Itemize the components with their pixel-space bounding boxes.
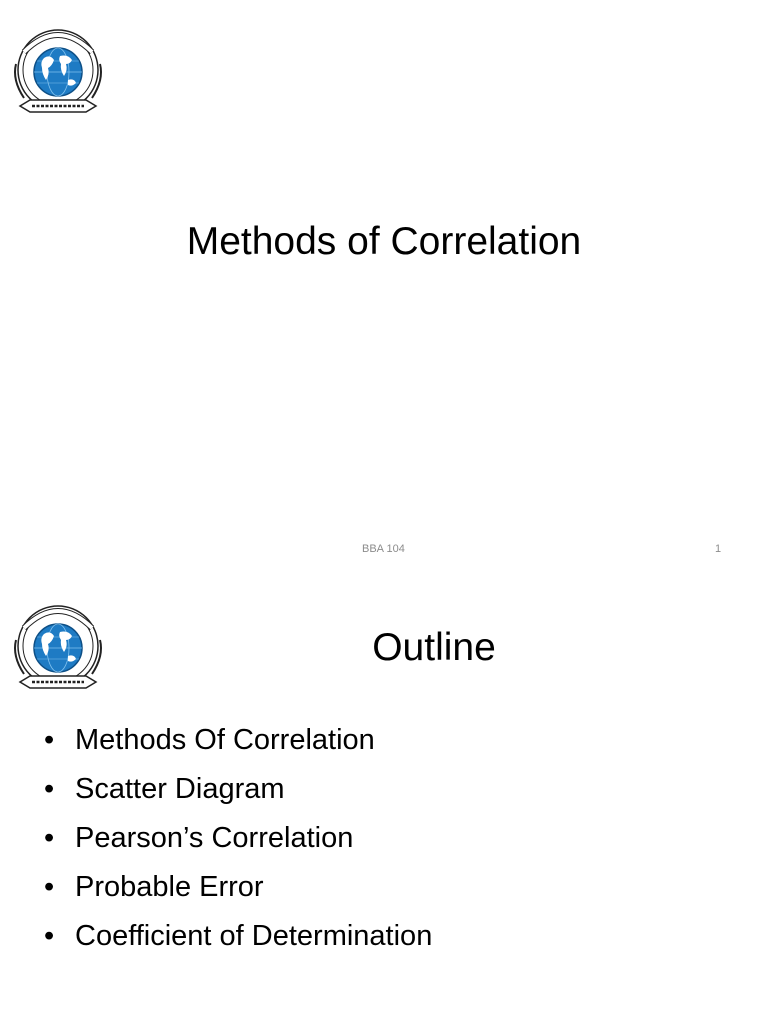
institute-logo-icon xyxy=(6,596,110,696)
bullet-icon: • xyxy=(44,822,55,854)
bullet-icon: • xyxy=(44,724,55,756)
institute-logo-icon xyxy=(6,20,110,120)
list-item-text: Pearson’s Correlation xyxy=(75,822,354,854)
footer-course-code: BBA 104 xyxy=(362,543,405,555)
bullet-icon: • xyxy=(44,773,55,805)
footer-page-number: 1 xyxy=(715,543,722,555)
slide-title: Outline xyxy=(372,626,496,669)
institute-seal-icon xyxy=(6,596,110,696)
outline-list xyxy=(44,716,432,961)
list-item xyxy=(44,814,432,863)
list-item xyxy=(44,765,432,814)
list-item-text: Coefficient of Determination xyxy=(75,920,433,952)
bullet-icon: • xyxy=(44,920,55,952)
list-item-text: Scatter Diagram xyxy=(75,773,285,805)
bullet-icon: • xyxy=(44,871,55,903)
slide-2 xyxy=(0,576,768,1024)
list-item-text: Probable Error xyxy=(75,871,264,903)
list-item xyxy=(44,863,432,912)
list-item xyxy=(44,912,432,961)
slide-title: Methods of Correlation xyxy=(186,220,582,263)
list-item-text: Methods Of Correlation xyxy=(75,724,375,756)
institute-seal-icon xyxy=(6,20,110,120)
list-item xyxy=(44,716,432,765)
